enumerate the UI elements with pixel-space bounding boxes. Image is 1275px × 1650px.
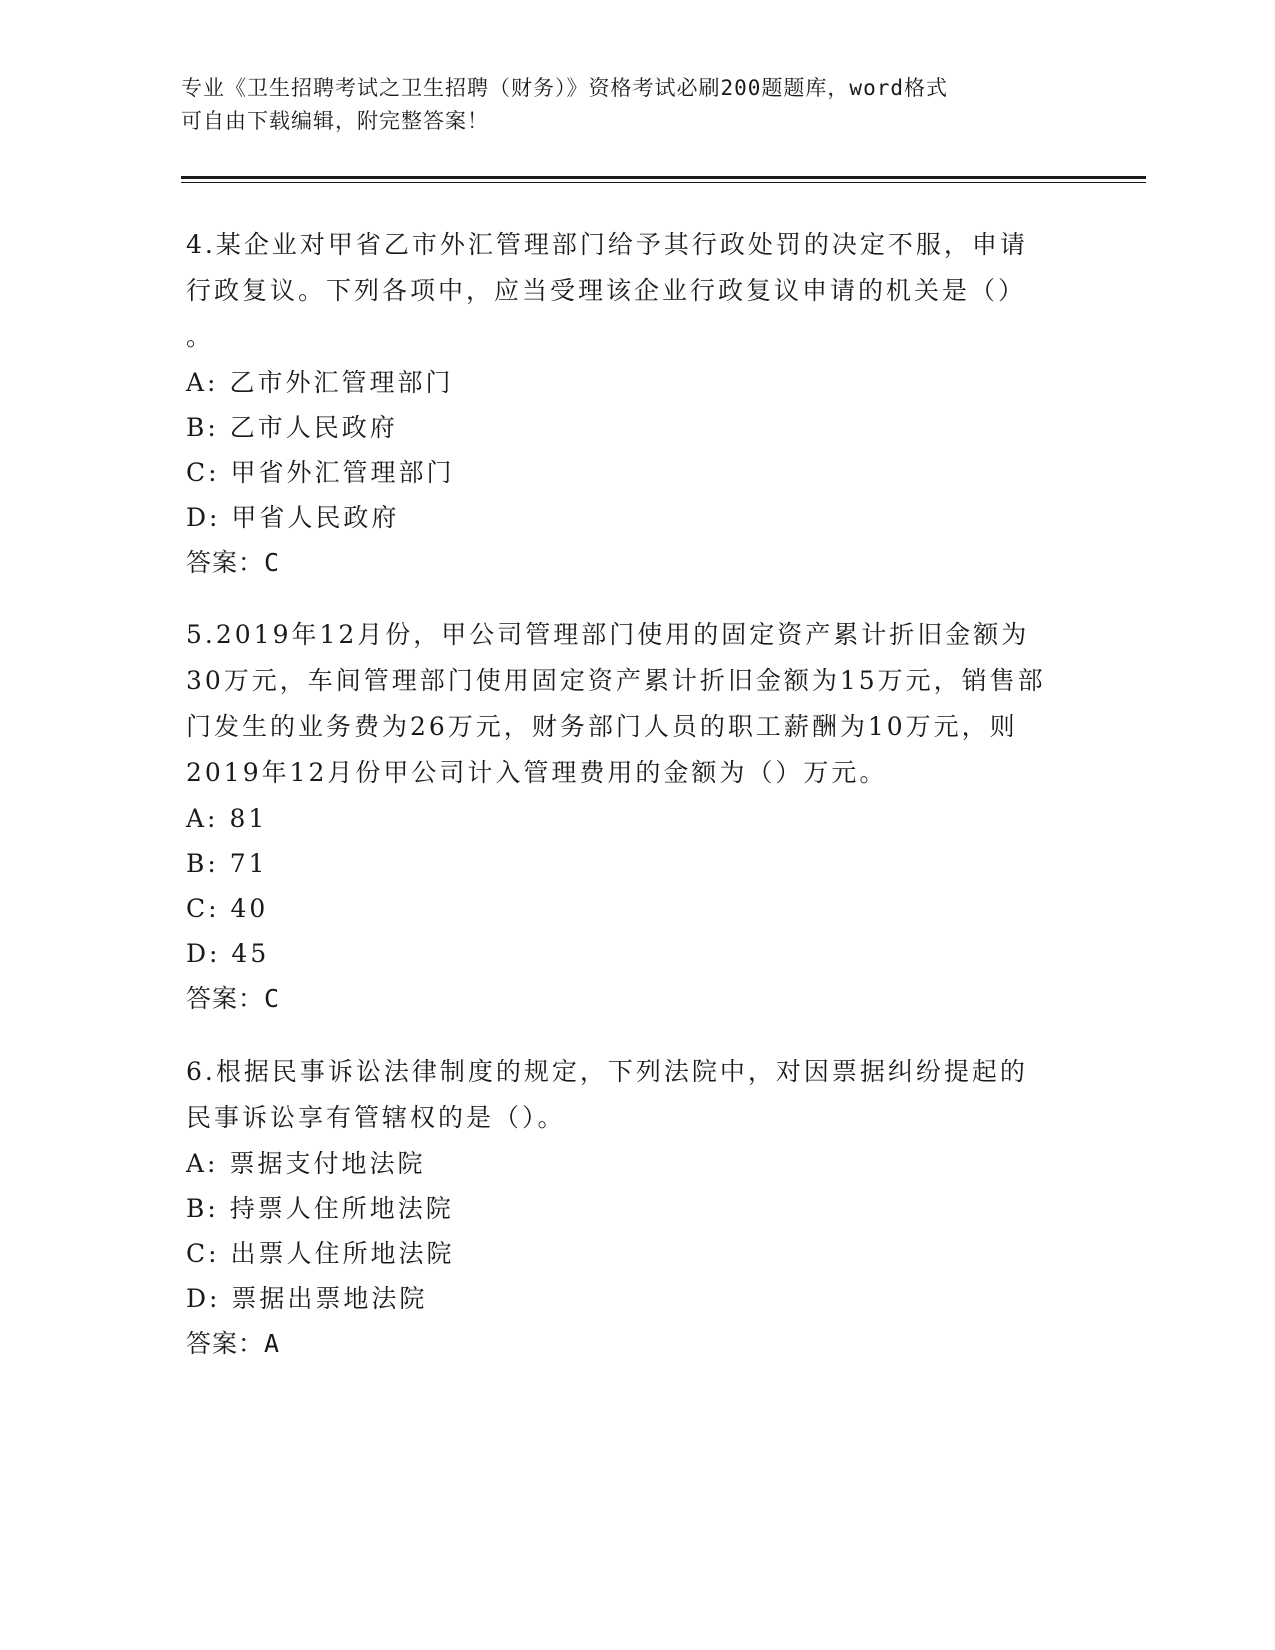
answer-value: A xyxy=(264,1329,281,1358)
header-line-1: 专业《卫生招聘考试之卫生招聘（财务）》资格考试必刷200题题库，word格式 xyxy=(181,76,948,100)
document-header xyxy=(181,72,1041,138)
option-label: B: xyxy=(186,413,219,442)
option-a xyxy=(186,796,1086,841)
option-text: 乙市外汇管理部门 xyxy=(229,368,454,397)
option-b xyxy=(186,1186,1086,1231)
option-b xyxy=(186,405,1086,450)
question-text-line: 6.根据民事诉讼法律制度的规定，下列法院中，对因票据纠纷提起的 xyxy=(186,1057,1028,1086)
answer-line xyxy=(186,540,1086,586)
option-label: A: xyxy=(186,368,219,397)
option-a xyxy=(186,360,1086,405)
option-text: 乙市人民政府 xyxy=(229,413,398,442)
header-line-2: 可自由下载编辑，附完整答案！ xyxy=(181,109,489,133)
question-text-line: 行政复议。下列各项中，应当受理该企业行政复议申请的机关是（） xyxy=(186,276,1027,305)
question-4 xyxy=(186,222,1086,586)
question-text-line: 30万元，车间管理部门使用固定资产累计折旧金额为15万元，销售部 xyxy=(186,666,1046,695)
option-d xyxy=(186,1276,1086,1321)
option-label: B: xyxy=(186,1194,219,1223)
answer-line xyxy=(186,1321,1086,1367)
option-label: B: xyxy=(186,849,219,878)
option-text: 71 xyxy=(229,849,268,878)
option-text: 81 xyxy=(229,804,268,833)
option-label: C: xyxy=(186,894,220,923)
header-divider-thick xyxy=(181,176,1146,179)
answer-value: C xyxy=(264,984,281,1013)
question-text-line: 4.某企业对甲省乙市外汇管理部门给予其行政处罚的决定不服，申请 xyxy=(186,230,1028,259)
option-c xyxy=(186,450,1086,495)
question-5 xyxy=(186,612,1086,1022)
option-label: A: xyxy=(186,804,219,833)
answer-label: 答案： xyxy=(186,548,265,577)
answer-label: 答案： xyxy=(186,984,265,1013)
question-text-line: 2019年12月份甲公司计入管理费用的金额为（）万元。 xyxy=(186,758,888,787)
answer-line xyxy=(186,976,1086,1022)
option-a xyxy=(186,1141,1086,1186)
question-text-line: 5.2019年12月份，甲公司管理部门使用的固定资产累计折旧金额为 xyxy=(186,620,1030,649)
option-label: A: xyxy=(186,1149,219,1178)
option-b xyxy=(186,841,1086,886)
question-text-line: 民事诉讼享有管辖权的是（）。 xyxy=(186,1103,566,1132)
option-d xyxy=(186,931,1086,976)
option-text: 40 xyxy=(230,894,269,923)
option-label: D: xyxy=(186,939,221,968)
option-text: 出票人住所地法院 xyxy=(230,1239,455,1268)
header-divider-thin xyxy=(181,182,1146,183)
option-text: 票据支付地法院 xyxy=(229,1149,426,1178)
answer-value: C xyxy=(264,548,281,577)
option-c xyxy=(186,1231,1086,1276)
option-c xyxy=(186,886,1086,931)
option-d xyxy=(186,495,1086,540)
option-text: 甲省人民政府 xyxy=(231,503,400,532)
question-text-line: 。 xyxy=(186,322,215,351)
option-label: D: xyxy=(186,1284,221,1313)
question-6 xyxy=(186,1049,1086,1367)
option-text: 票据出票地法院 xyxy=(231,1284,428,1313)
question-text-line: 门发生的业务费为26万元，财务部门人员的职工薪酬为10万元，则 xyxy=(186,712,1018,741)
option-label: C: xyxy=(186,458,220,487)
option-text: 45 xyxy=(231,939,270,968)
option-text: 持票人住所地法院 xyxy=(229,1194,454,1223)
option-text: 甲省外汇管理部门 xyxy=(230,458,455,487)
option-label: C: xyxy=(186,1239,220,1268)
option-label: D: xyxy=(186,503,221,532)
answer-label: 答案： xyxy=(186,1329,265,1358)
